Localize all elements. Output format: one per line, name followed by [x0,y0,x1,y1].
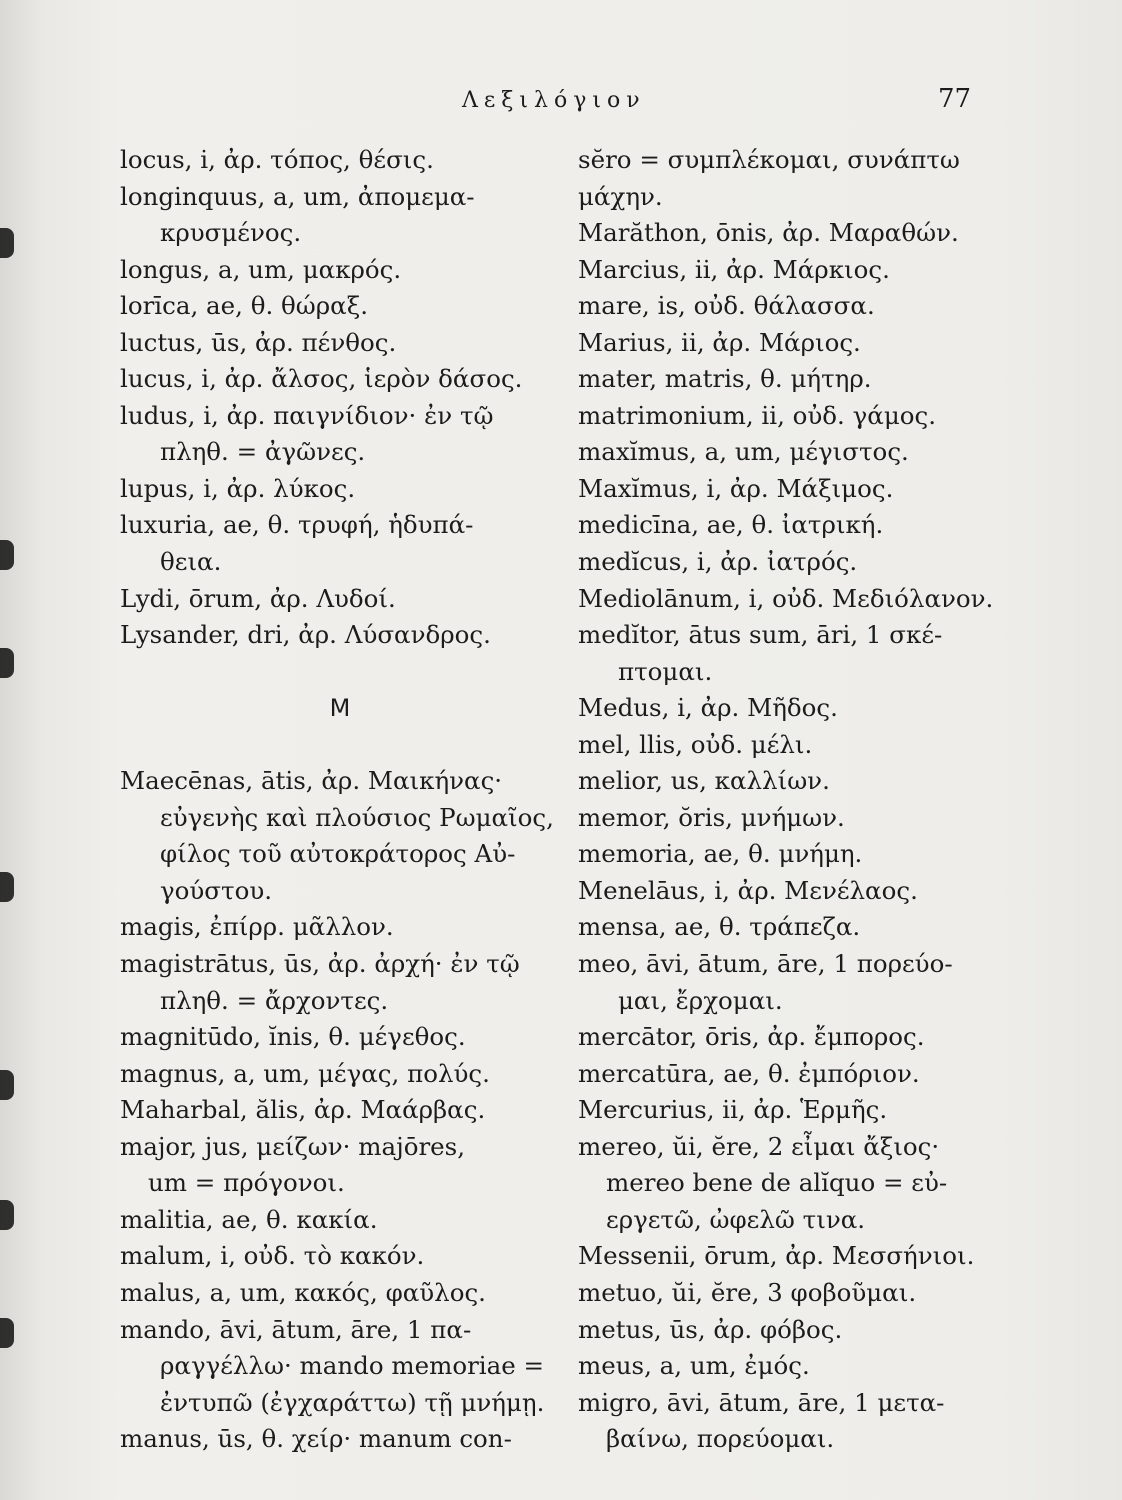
dictionary-entry: malum, i, οὐδ. τὸ κακόν. [120,1241,425,1271]
entry-continuation: βαίνω, πορεύομαι. [606,1424,835,1454]
dictionary-entry: mel, llis, οὐδ. μέλι. [578,729,813,759]
dictionary-entry: magistrātus, ūs, ἀρ. ἀρχή· ἐν τῷ [120,949,520,979]
dictionary-entry: Lydi, ōrum, ἀρ. Λυδοί. [120,583,396,613]
entry-continuation: um = πρόγονοι. [148,1168,345,1198]
entry-continuation: μαι, ἔρχομαι. [618,985,783,1015]
running-head-title: Λεξιλόγιον [462,88,646,113]
dictionary-entry: mereo, ŭi, ĕre, 2 εἶμαι ἄξιος· [578,1131,940,1161]
dictionary-entry: Maxĭmus, i, ἀρ. Μάξιμος. [578,473,894,503]
entry-continuation: πληθ. = ἀγῶνες. [160,437,366,467]
dictionary-entry: medicīna, ae, θ. ἰατρική. [578,510,884,540]
binding-hole-mark [0,1070,14,1100]
section-letter-heading: M [329,694,351,723]
binding-hole-mark [0,872,14,902]
entry-continuation: γούστου. [160,875,272,905]
page-number: 77 [938,84,972,114]
dictionary-entry: metus, ūs, ἀρ. φόβος. [578,1314,843,1344]
dictionary-entry: metuo, ŭi, ĕre, 3 φοβοῦμαι. [578,1277,917,1307]
dictionary-entry: malitia, ae, θ. κακία. [120,1204,378,1234]
dictionary-entry: melior, us, καλλίων. [578,766,830,796]
dictionary-entry: memor, ŏris, μνήμων. [578,802,845,832]
entry-continuation: εργετῶ, ὠφελῶ τινα. [606,1204,866,1234]
entry-continuation: θεια. [160,547,222,577]
dictionary-entry: lupus, i, ἀρ. λύκος. [120,473,356,503]
dictionary-entry: medĭtor, ātus sum, āri, 1 σκέ- [578,620,943,650]
entry-continuation: ἐντυπῶ (ἐγχαράττω) τῇ μνήμῃ. [160,1387,545,1417]
dictionary-entry: memoria, ae, θ. μνήμη. [578,839,863,869]
dictionary-entry: sĕro = συμπλέκομαι, συνάπτω [578,145,960,174]
dictionary-entry: mensa, ae, θ. τράπεζα. [578,912,861,942]
dictionary-entry: major, jus, μείζων· majōres, [120,1131,466,1161]
dictionary-entry: Menelāus, i, ἀρ. Μενέλαος. [578,875,918,905]
entry-continuation: ραγγέλλω· mando memoriae = [160,1351,545,1381]
dictionary-entry: mando, āvi, ātum, āre, 1 πα- [120,1314,472,1344]
entry-continuation: mereo bene de alĭquo = εὐ- [606,1168,948,1198]
binding-hole-mark [0,228,14,258]
entry-continuation: πτομαι. [618,656,713,686]
binding-hole-mark [0,1318,14,1348]
dictionary-entry: Marcius, ii, ἀρ. Μάρκιος. [578,254,890,284]
dictionary-entry: luctus, ūs, ἀρ. πένθος. [120,327,397,357]
entry-continuation: εὐγενὴς καὶ πλούσιος Ρωμαῖος, [160,802,554,832]
dictionary-entry: Maecēnas, ātis, ἀρ. Μαικήνας· [120,766,503,796]
dictionary-entry: magnitūdo, ĭnis, θ. μέγεθος. [120,1022,466,1052]
dictionary-entry: medĭcus, i, ἀρ. ἰατρός. [578,547,858,577]
dictionary-entry: longinquus, a, um, ἀπομεμα- [120,181,475,211]
dictionary-entry: Maharbal, ălis, ἀρ. Μαάρβας. [120,1095,486,1125]
dictionary-entry: Lysander, dri, ἀρ. Λύσανδρος. [120,620,491,650]
dictionary-entry: manus, ūs, θ. χείρ· manum con- [120,1424,512,1454]
dictionary-entry: magnus, a, um, μέγας, πολύς. [120,1058,490,1088]
right-column [578,142,998,1458]
dictionary-entry: malus, a, um, κακός, φαῦλος. [120,1277,486,1307]
dictionary-entry: mare, is, οὐδ. θάλασσα. [578,291,875,321]
blank-line [120,727,560,764]
dictionary-entry: maxĭmus, a, um, μέγιστος. [578,437,909,467]
dictionary-entry: locus, i, ἀρ. τόπος, θέσις. [120,145,434,174]
dictionary-entry: Marăthon, ōnis, ἀρ. Μαραθών. [578,218,959,248]
binding-hole-mark [0,1200,14,1230]
blank-line [120,654,560,691]
dictionary-entry: mater, matris, θ. μήτηρ. [578,364,872,394]
dictionary-entry: Messenii, ōrum, ἀρ. Μεσσήνιοι. [578,1241,975,1271]
dictionary-entry: migro, āvi, ātum, āre, 1 μετα- [578,1387,945,1417]
left-column [120,142,560,1458]
dictionary-entry: mercātor, ōris, ἀρ. ἔμπορος. [578,1022,925,1052]
dictionary-entry: lorīca, ae, θ. θώραξ. [120,291,369,321]
dictionary-entry: μάχην. [578,181,663,211]
binding-hole-mark [0,540,14,570]
dictionary-entry: Mediolānum, i, οὐδ. Μεδιόλανον. [578,583,994,613]
entry-continuation: φίλος τοῦ αὐτοκράτορος Αὐ- [160,839,516,869]
entry-continuation: κρυσμένος. [160,218,302,248]
dictionary-entry: Mercurius, ii, ἀρ. Ἑρμῆς. [578,1095,888,1125]
binding-hole-mark [0,648,14,678]
dictionary-entry: meus, a, um, ἐμός. [578,1351,810,1381]
dictionary-entry: meo, āvi, ātum, āre, 1 πορεύο- [578,949,953,979]
dictionary-entry: Marius, ii, ἀρ. Μάριος. [578,327,861,357]
dictionary-entry: longus, a, um, μακρός. [120,254,402,284]
dictionary-entry: Medus, i, ἀρ. Μῆδος. [578,693,838,723]
dictionary-entry: lucus, i, ἀρ. ἄλσος, ἱερὸν δάσος. [120,364,523,394]
dictionary-entry: matrimonium, ii, οὐδ. γάμος. [578,400,937,430]
dictionary-entry: ludus, i, ἀρ. παιγνίδιον· ἐν τῷ [120,400,494,430]
dictionary-entry: luxuria, ae, θ. τρυφή, ἡδυπά- [120,510,474,540]
entry-continuation: πληθ. = ἄρχοντες. [160,985,389,1015]
dictionary-entry: magis, ἐπίρρ. μᾶλλον. [120,912,394,942]
dictionary-entry: mercatūra, ae, θ. ἐμπόριον. [578,1058,920,1088]
